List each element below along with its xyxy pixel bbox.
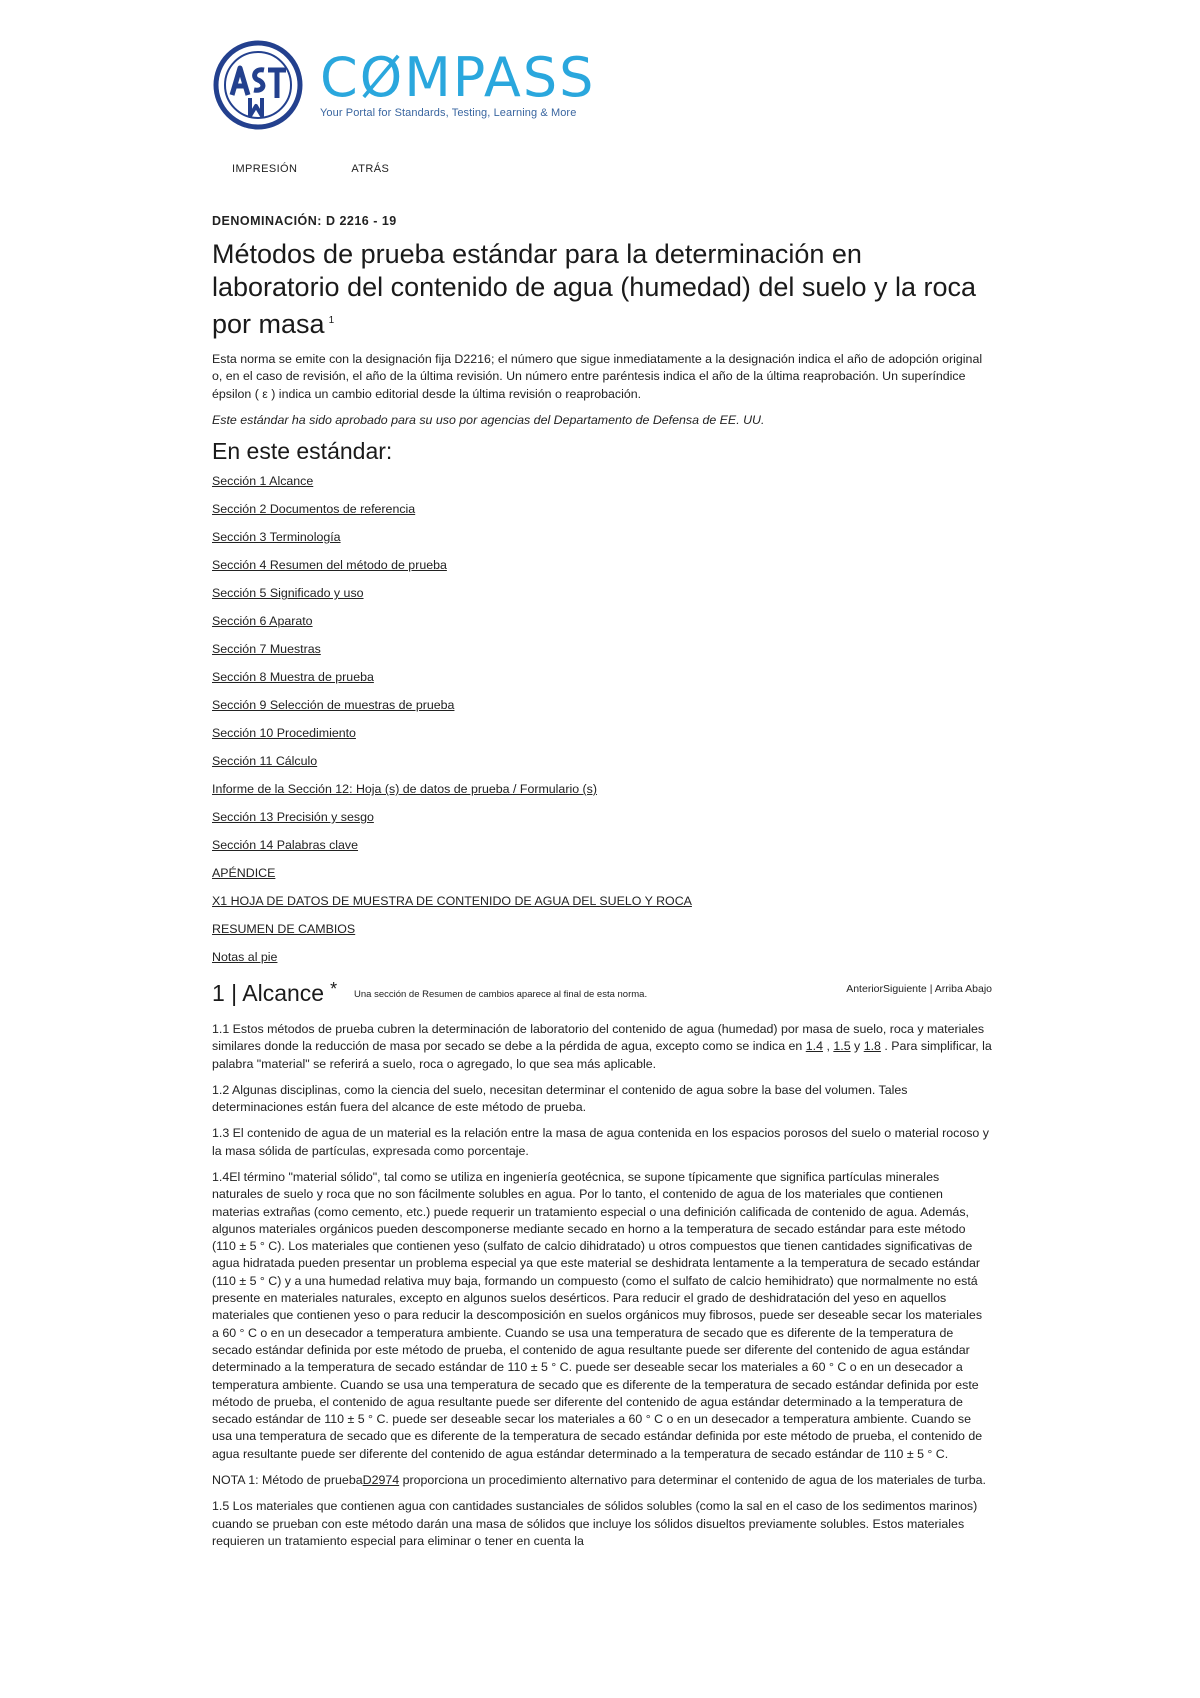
down-link[interactable]: Abajo — [965, 982, 992, 995]
next-link[interactable]: Siguiente — [882, 982, 927, 995]
p1-text-b: . Para simplificar, la palabra "material" se referirá a suelo, roca o agregado, lo que sea más aplicable. — [212, 1039, 992, 1071]
intro-paragraph: Esta norma se emite con la designación fija D2216; el número que sigue inmediatamente a la designación indica el año de adopción original o, en el caso de revisión, el año de la última revisión. Un número entre paréntesis indica el año de la última reaprobación. Un superíndice épsilon ( ε ) indica un cambio editorial desde la última revisión o reaprobación. — [212, 352, 983, 401]
paragraph-1-3: 1.3 El contenido de agua de un material es la relación entre la masa de agua contenida en los espacios porosos del suelo o material rocoso y la masa sólida de partículas, expresada como porcentaje. — [212, 1126, 989, 1158]
nav-separator: | — [929, 982, 933, 995]
toc-heading: En este estándar: — [212, 438, 393, 465]
note-1-text-a: NOTA 1: Método de prueba — [212, 1473, 363, 1488]
document-title — [212, 238, 992, 341]
toc-item[interactable]: Sección 9 Selección de muestras de prueba — [212, 698, 455, 713]
paragraph-1-4: 1.4El término "material sólido", tal como se utiliza en ingeniería geotécnica, se supone típicamente que significa partículas minerales naturales de suelo y roca que no son fácilmente solubles en agua. Por lo tanto, el contenido de agua de los materiales que contienen materias extrañas (como cemento, etc.) puede requerir un tratamiento especial o una definición calificada de contenido de agua. Además, algunos materiales orgánicos pueden descomponerse mediante secado en horno a la temperatura de secado estándar para este método (110 ± 5 ° C). Los materiales que contienen yeso (sulfato de calcio dihidratado) u otros compuestos que tienen cantidades significativas de agua hidratada pueden presentar un problema especial ya que este material se deshidrata lentamente a la temperatura de secado estándar (110 ± 5 ° C) y a una humedad relativa muy baja, formando un compuesto (como el sulfato de calcio hemihidrato) que normalmente no está presente en materiales naturales, excepto en algunos suelos desérticos. Para reducir el grado de deshidratación del yeso en aquellos materiales que contienen yeso o para reducir la descomposición en suelos orgánicos muy fibrosos, puede ser deseable secar los materiales a 60 ° C o en un desecador a temperatura ambiente. Cuando se usa una temperatura de secado que es diferente de la temperatura de secado estándar definida por este método de prueba, el contenido de agua resultante puede ser diferente del contenido de agua estándar determinado a la temperatura de secado estándar de 110 ± 5 ° C. puede ser deseable secar los materiales a 60 ° C o en un desecador a temperatura ambiente. Cuando se usa una temperatura de secado que es diferente de la temperatura de secado estándar definida por este método de prueba, el contenido de agua resultante puede ser diferente del contenido de agua estándar determinado a la temperatura de secado estándar de 110 ± 5 ° C. puede ser deseable secar los materiales a 60 ° C o en un desecador a temperatura ambiente. Cuando se usa una temperatura de secado que es diferente de la temperatura de secado estándar definida por este método de prueba, el contenido de agua resultante puede ser diferente del contenido de agua estándar determinado a la temperatura de secado estándar de 110 ± 5 ° C. — [212, 1169, 983, 1461]
print-link[interactable]: IMPRESIÓN — [232, 163, 298, 175]
toc-item[interactable]: Sección 2 Documentos de referencia — [212, 502, 416, 517]
p1-and: y — [854, 1039, 861, 1054]
astm-logo-icon — [210, 40, 306, 130]
designation: DENOMINACIÓN: D 2216 - 19 — [212, 214, 397, 228]
link-d2974[interactable]: D2974 — [362, 1473, 400, 1488]
astm-compass-logo[interactable] — [210, 40, 595, 130]
link-1-8[interactable]: 1.8 — [863, 1039, 881, 1054]
paragraph-1-5: 1.5 Los materiales que contienen agua con cantidades sustanciales de sólidos solubles (como la sal en el caso de los sedimentos marinos) cuando se prueban con este método darán una masa de sólidos que incluye los sólidos disueltos previamente solubles. Estos materiales requieren un tratamiento especial para eliminar o tener en cuenta la — [212, 1499, 978, 1548]
toc-item[interactable]: Sección 6 Aparato — [212, 614, 313, 629]
compass-tagline: Your Portal for Standards, Testing, Learning & More — [320, 107, 577, 119]
toc-item[interactable]: Sección 13 Precisión y sesgo — [212, 810, 374, 824]
toc-item[interactable]: Sección 1 Alcance — [212, 474, 314, 489]
section-1-title-text: 1 | Alcance — [212, 979, 325, 1006]
title-text: Métodos de prueba estándar para la determinación en laboratorio del contenido de agua (humedad) del suelo y la roca por masa — [212, 239, 977, 339]
up-link[interactable]: Arriba — [934, 982, 963, 995]
section-1-header — [212, 977, 992, 1011]
approval-note: Este estándar ha sido aprobado para su uso por agencias del Departamento de Defensa de EE. UU. — [212, 412, 765, 427]
paragraph-1-1 — [212, 1021, 992, 1073]
toc-item[interactable]: Sección 14 Palabras clave — [212, 837, 359, 852]
toc-item[interactable]: Sección 8 Muestra de prueba — [212, 670, 374, 685]
toc-item[interactable]: Sección 7 Muestras — [212, 642, 321, 657]
toc-item[interactable]: Informe de la Sección 12: Hoja (s) de datos de prueba / Formulario (s) — [212, 782, 597, 797]
toc-item[interactable]: Sección 10 Procedimiento — [212, 726, 356, 741]
title-footnote-ref[interactable]: 1 — [328, 315, 335, 326]
section-1-note: Una sección de Resumen de cambios aparece al final de esta norma. — [354, 988, 648, 1000]
section-1-title — [212, 979, 337, 1007]
toc-item[interactable]: Sección 3 Terminología — [212, 530, 341, 545]
top-nav — [232, 163, 389, 175]
summary-of-changes-star: * — [330, 978, 338, 999]
previous-link[interactable]: Anterior — [846, 982, 883, 995]
paragraph-1-2: 1.2 Algunas disciplinas, como la ciencia del suelo, necesitan determinar el contenido de agua sobre la base del volumen. Tales determinaciones están fuera del alcance de este método de prueba. — [212, 1082, 908, 1115]
p1-text-a: 1.1 Estos métodos de prueba cubren la determinación de laboratorio del contenido de agua (humedad) por masa de suelo, roca y materiales similares donde la reducción de masa por secado se debe a la pérdida de agua, excepto como se indica en — [212, 1021, 985, 1054]
toc-item[interactable]: Sección 11 Cálculo — [212, 754, 318, 769]
toc-item[interactable]: Notas al pie — [212, 949, 278, 964]
note-1 — [212, 1472, 992, 1489]
section-navigation — [846, 983, 992, 995]
note-1-text-b: proporciona un procedimiento alternativo para determinar el contenido de agua de los materiales de turba. — [399, 1473, 986, 1488]
link-1-5[interactable]: 1.5 — [833, 1039, 851, 1054]
toc-item[interactable]: Sección 4 Resumen del método de prueba — [212, 558, 447, 573]
toc-item[interactable]: APÉNDICE — [212, 865, 276, 880]
toc-item[interactable]: Sección 5 Significado y uso — [212, 586, 364, 601]
toc-item[interactable]: RESUMEN DE CAMBIOS — [212, 921, 356, 936]
link-1-4[interactable]: 1.4 — [805, 1039, 823, 1054]
table-of-contents — [212, 473, 992, 965]
p1-sep: , — [826, 1039, 830, 1054]
document-content — [212, 214, 992, 1559]
toc-item[interactable]: X1 HOJA DE DATOS DE MUESTRA DE CONTENIDO DE AGUA DEL SUELO Y ROCA — [212, 893, 692, 908]
back-link[interactable]: ATRÁS — [351, 163, 390, 175]
compass-wordmark: CØMPASS — [320, 46, 596, 109]
